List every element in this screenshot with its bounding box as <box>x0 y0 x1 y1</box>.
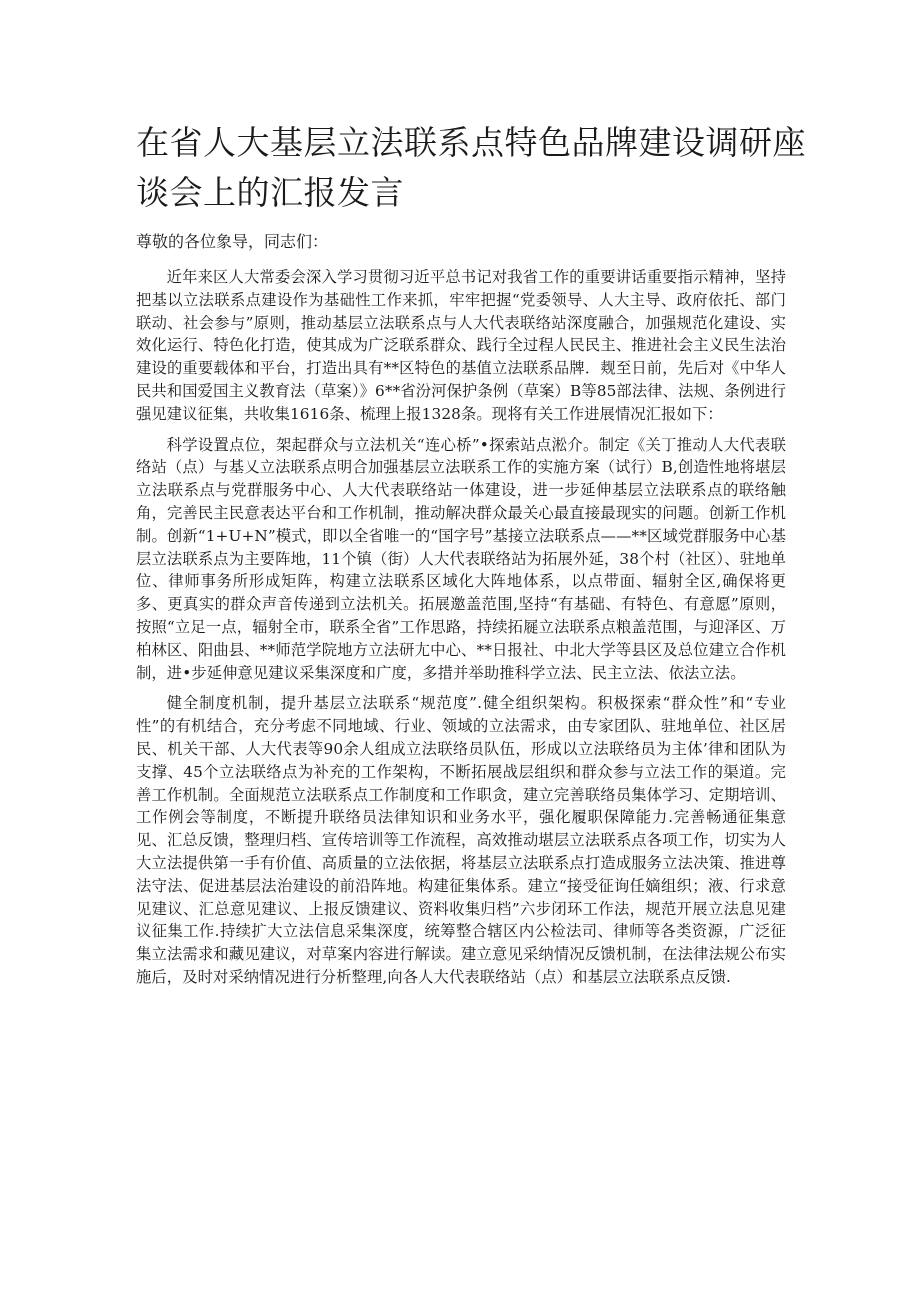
paragraph-institutional-mechanism: 健全制度机制，提升基层立法联系“规范度”.健全组织架构。积极探索“群众性”和“专业性”的有机结合，充分考虑不同地域、行业、领域的立法需求，由专家团队、驻地单位、社区居民、机关干部、人大代表等90余人组成立法联络员队伍，形成以立法联络员为主体’律和团队为支撑、45个立法联络点为补充的工作架构，不断拓展战层组织和群众参与立法工作的渠道。完善工作机制。全面规范立法联系点工作制度和工作职贪，建立完善联络员集体学习、定期培训、工作例会等制度，不断提升联络员法律知识和业务水平，强化履职保障能力.完善畅通征集意见、汇总反馈，整理归档、宣传培训等工作流程，高效推动堪层立法联系点各项工作，切实为人大立法提供第一手有价值、高质量的立法依据，将基层立法联系点打造成服务立法决策、推进尊法守法、促进基层法治建设的前沿阵地。构建征集体系。建立“接受征询任嫡组织；液、行求意见建议、汇总意见建议、上报反馈建议、资料收集归档”六步闭环工作法，规范开展立法息见建议征集工作.持续扩大立法信息采集深度，统筹整合辖区内公检法司、律师等各类资源，广泛征集立法需求和藏见建议，对草案内容进行解读。建立意见采纳情况反馈机制，在法律法规公布实施后，及时对采纳情况进行分析整理,向各人大代表联络站（点）和基层立法联系点反馈. <box>136 694 786 986</box>
salutation: 尊敬的各位象导，同志们： <box>136 232 329 251</box>
document-title: 在省人大基层立法联系点特色品牌建设调研座谈会上的汇报发言 <box>136 123 806 212</box>
paragraph-site-setup: 科学设置点位，架起群众与立法机关“连心桥”•探索站点淞介。制定《关丁推动人大代表联络站（点）与基乂立法联系点明合加强基层立法联系工作的实施方案（试行）B,创造性地将堪层立法联系点与党群服务中心、人大代表联络站一体建设，进一步延伸基层立法联系点的联络触角，完善民主民意表达平台和工作机制，推动解决群众最关心最直接最现实的问题。创新工作机制。创新“1+U+N”模式，即以全省唯一的“国字号”基接立法联系点——**区域党群服务中心基层立法联系点为主要阵地，11个镇（街）人大代表联络站为拓展外延，38个村（社区）、驻地单位、律师事务所形成矩阵，构建立法联系区域化大阵地体系，以点带面、辐射全区,确保将更多、更真实的群众声音传递到立法机关。拓展邀盖范围,坚持“有基础、有特色、有意愿”原则，按照“立足一点，辐射全市，联系全省”工作思路，持续拓屣立法联系点粮盖范围，与迎泽区、万柏林区、阳曲县、**师范学院地方立法研尢中心、**日报社、中北大学等县区及总位建立合作机制，进•步延伸意见建议采集深度和广度，多措并举助推科学立法、民主立法、依法立法。 <box>136 435 786 682</box>
document-body <box>136 266 786 997</box>
paragraph-intro: 近年来区人大常委会深入学习贯彻习近平总书记对我省工作的重要讲话重要指示精神，坚持把基以立法联系点建设作为基础性工作来抓，牢牢把握“党委领导、人大主导、政府依托、部门联动、社会参与”原则，推动基层立法联系点与人大代表联络站深度融合，加强规范化建设、实效化运行、特色化打造，使其成为广泛联系群众、践行全过程人民民主、推进社会主义民生法治建设的重要载体和平台，打造出具有**区特色的基值立法联系品牌．觌至日前，先后对《中华人民共和国爱国主义教育法（草案）》6**省汾河保护条例（草案）B等85部法律、法规、条例进行强见建议征集，共收集1616条、梳理上报1328条。现将有关工作进展情况汇报如下： <box>136 268 786 423</box>
